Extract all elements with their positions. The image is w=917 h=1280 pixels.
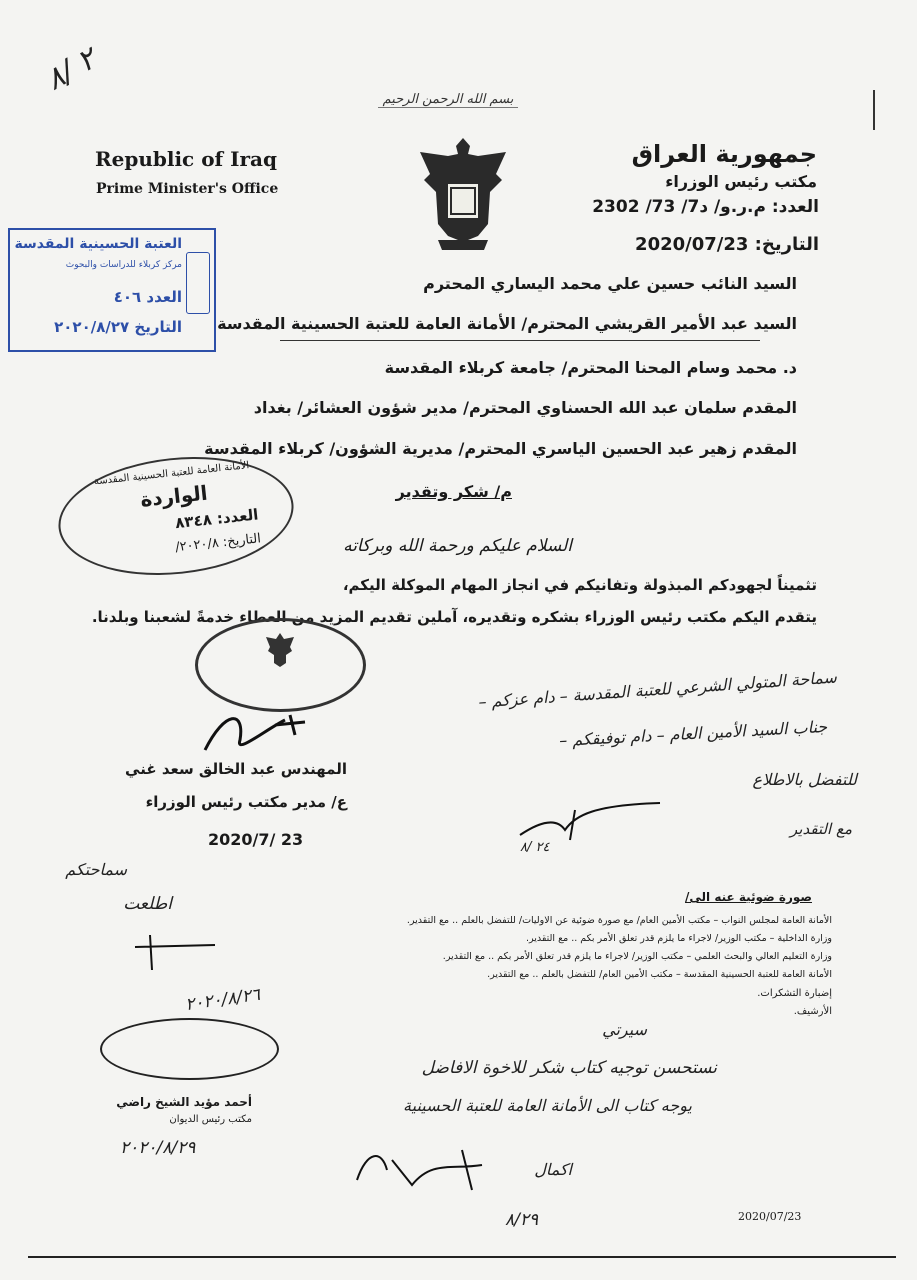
blue-stamp-number <box>114 288 182 306</box>
lower-sig-label: اكمال <box>534 1160 572 1179</box>
incoming-stamp-ring-text: الأمانة العامة للعتبة الحسينية المقدسة <box>93 460 250 488</box>
en-subtitle: Prime Minister's Office <box>96 181 279 197</box>
recipient-2-underline <box>280 340 760 341</box>
page-edge-line <box>873 90 875 130</box>
office-seal <box>195 618 366 712</box>
document-date-label: التاريخ: <box>754 234 819 255</box>
footer-rule <box>28 1256 896 1258</box>
body-line-2: يتقدم اليكم مكتب رئيس الوزراء بشكره وتقديره، آملين تقديم المزيد من العطاء خدمةً لشعبنا وبلدنا. <box>91 608 817 626</box>
left-note-2: اطلعت <box>123 894 172 914</box>
iraq-eagle-emblem <box>418 132 508 257</box>
assistant-name: أحمد مؤيد الشيخ راضي <box>116 1095 252 1109</box>
incoming-stamp-date-value: ٢٠٢٠/٨/ <box>174 535 220 556</box>
reference-number-value: م.ر.و/ د7/ 73/ 2302 <box>592 197 766 217</box>
reference-number <box>592 197 819 217</box>
incoming-mail-stamp <box>53 446 300 586</box>
recipient-5: المقدم زهير عبد الحسين الياسري المحترم/ مديرية الشؤون/ كربلاء المقدسة <box>204 439 797 458</box>
recipient-4: المقدم سلمان عبد الله الحسناوي المحترم/ مدير شؤون العشائر/ بغداد <box>253 398 797 417</box>
assistant-date: ٢٠٢٠/٨/٢٩ <box>120 1138 196 1158</box>
subject: م/ شكر وتقدير <box>395 482 512 501</box>
blue-stamp-line2: مركز كربلاء للدراسات والبحوث <box>65 260 182 270</box>
document-date-value: 2020/07/23 <box>635 234 749 255</box>
copy-item-6: الأرشيف. <box>793 1006 832 1017</box>
ar-title: جمهورية العراق <box>631 140 817 168</box>
top-left-handwriting: ٢ /٨ <box>39 41 103 98</box>
ar-subtitle: مكتب رئيس الوزراء <box>665 172 817 191</box>
left-cross-mark <box>130 925 220 975</box>
recipient-2: السيد عبد الأمير القريشي المحترم/ الأمانة العامة للعتبة الحسينية المقدسة <box>217 314 797 333</box>
signature-scribble <box>195 700 315 760</box>
recipient-3: د. محمد وسام المحنا المحترم/ جامعة كربلاء المقدسة <box>384 358 797 377</box>
signer-title: ع/ مدير مكتب رئيس الوزراء <box>145 793 347 811</box>
incoming-stamp-date-label: التاريخ: <box>222 531 262 551</box>
signer-name: المهندس عبد الخالق سعد غني <box>125 760 347 778</box>
blue-stamp-line1: العتبة الحسينية المقدسة <box>14 236 182 252</box>
reference-number-label: العدد: <box>771 197 819 217</box>
blue-stamp-date <box>54 318 182 336</box>
copy-item-1: الأمانة العامة لمجلس النواب – مكتب الأمين العام/ مع صورة ضوئية عن الاوليات/ للتفضل بالعلم .. مع التقدير. <box>406 915 832 926</box>
basmala: بسم الله الرحمن الرحيم <box>378 92 518 108</box>
footer-date: 2020/07/23 <box>738 1210 802 1223</box>
blue-stamp-date-label: التاريخ <box>134 318 182 336</box>
en-title: Republic of Iraq <box>95 147 277 171</box>
greeting: السلام عليكم ورحمة الله وبركاته <box>343 536 572 556</box>
incoming-stamp-date <box>175 531 262 555</box>
copy-item-4: الأمانة العامة للعتبة الحسينية المقدسة – مكتب الأمين العام/ للتفضل بالعلم .. مع التقدير. <box>487 969 832 980</box>
lower-note-1: سيرتي <box>602 1020 647 1039</box>
right-note-3: للتفضل بالاطلاع <box>752 770 857 789</box>
blue-stamp-emblem-icon <box>186 252 210 314</box>
right-note-signature <box>515 795 665 845</box>
lower-signature <box>352 1140 512 1200</box>
copy-item-2: وزارة الداخلية – مكتب الوزير/ لاجراء ما يلزم قدر تعلق الأمر بكم .. مع التقدير. <box>525 933 832 944</box>
lower-note-3: يوجه كتاب الى الأمانة العامة للعتبة الحسينية <box>403 1096 692 1115</box>
incoming-stamp-number-label: العدد: <box>215 505 260 528</box>
copy-item-3: وزارة التعليم العالي والبحث العلمي – مكتب الوزير/ لاجراء ما يلزم قدر تعلق الأمر بكم .. مع التقدير. <box>442 951 832 962</box>
seal-eagle-icon <box>264 631 296 671</box>
document-date <box>635 234 819 255</box>
incoming-stamp-number <box>174 505 259 532</box>
assistant-title: مكتب رئيس الديوان <box>169 1114 252 1125</box>
recipient-1: السيد النائب حسين علي محمد اليساري المحترم <box>423 274 797 293</box>
blue-receipt-stamp <box>8 228 216 352</box>
lower-note-2: نستحسن توجيه كتاب شكر للاخوة الافاضل <box>421 1058 717 1078</box>
right-sig-date: ٢٤ /٨ <box>520 840 550 855</box>
copies-heading: صورة ضوئية عنه الى/ <box>685 890 812 904</box>
body-line-1: تثميناً لجهودكم المبذولة وتفانيكم في انجاز المهام الموكلة اليكم، <box>342 576 817 594</box>
oval-outline <box>100 1018 279 1080</box>
left-date: ٢٠٢٠/٨/٢٦ <box>183 984 262 1016</box>
incoming-stamp-number-value: ٨٣٤٨ <box>174 510 213 533</box>
blue-stamp-number-label: العدد <box>146 288 182 306</box>
left-note-1: سماحتكم <box>65 860 127 879</box>
lower-sig-date: ٨/٢٩ <box>505 1210 539 1230</box>
blue-stamp-date-value: ٢٠٢٠/٨/٢٧ <box>54 318 130 336</box>
right-note-1: سماحة المتولي الشرعي للعتبة المقدسة – دام عزكم – <box>477 667 838 712</box>
right-note-4: مع التقدير <box>790 820 852 838</box>
incoming-stamp-title: الواردة <box>139 480 209 512</box>
copy-item-5: إضبارة التشكرات. <box>757 988 832 999</box>
right-note-2: جناب السيد الأمين العام – دام توفيقكم – <box>558 716 828 751</box>
blue-stamp-number-value: ٤٠٦ <box>113 288 142 306</box>
signature-date: 2020/7/ 23 <box>208 830 304 849</box>
